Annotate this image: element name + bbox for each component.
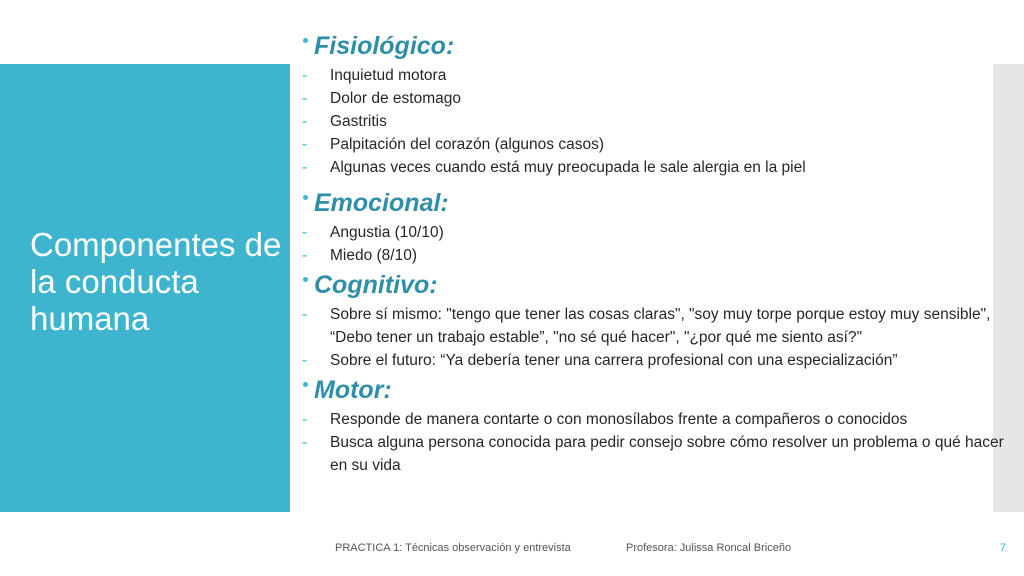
list-item: - Responde de manera contarte o con monosílabos frente a compañeros o conocidos bbox=[302, 411, 908, 428]
bullet-icon bbox=[303, 382, 308, 387]
bullet-icon bbox=[303, 195, 308, 200]
section-heading-text: Fisiológico: bbox=[314, 31, 455, 60]
footer-teacher: Profesora: Julissa Roncal Briceño bbox=[626, 542, 792, 554]
footer-course: PRACTICA 1: Técnicas observación y entrevista bbox=[335, 542, 571, 554]
list-item: - Busca alguna persona conocida para pedir consejo sobre cómo resolver un problema o qué hacer en su vida bbox=[302, 434, 1004, 474]
bullet-icon bbox=[303, 277, 308, 282]
section-heading bbox=[291, 267, 1011, 303]
page-number: 7 bbox=[1000, 542, 1007, 554]
list-item: - Inquietud motora bbox=[302, 67, 447, 84]
list-item: - Angustia (10/10) bbox=[302, 224, 444, 241]
list-item: - Sobre el futuro: “Ya debería tener una carrera profesional con una especialización” bbox=[302, 352, 898, 369]
list-item: - Algunas veces cuando está muy preocupada le sale alergia en la piel bbox=[302, 159, 806, 176]
section-heading-text: Emocional: bbox=[314, 188, 449, 217]
list-item: - Sobre sí mismo: "tengo que tener las cosas claras", "soy muy torpe porque estoy muy sensible", “Debo tener un trabajo estable”, "no sé qué hacer", "¿por qué me siento así?" bbox=[302, 306, 991, 346]
list-item: - Dolor de estomago bbox=[302, 90, 461, 107]
section-heading bbox=[291, 185, 1011, 221]
slide-title: Componentes de la conducta humana bbox=[30, 226, 282, 337]
section-heading bbox=[291, 28, 1011, 64]
content-area bbox=[291, 28, 1011, 477]
section-motor bbox=[291, 372, 1011, 477]
list-item: - Palpitación del corazón (algunos casos) bbox=[302, 136, 604, 153]
section-fisiologico bbox=[291, 28, 1011, 179]
section-emocional bbox=[291, 185, 1011, 267]
section-heading-text: Cognitivo: bbox=[314, 270, 438, 299]
section-cognitivo bbox=[291, 267, 1011, 372]
list-item: - Miedo (8/10) bbox=[302, 247, 418, 264]
section-heading-text: Motor: bbox=[314, 375, 392, 404]
bullet-icon bbox=[303, 38, 308, 43]
section-heading bbox=[291, 372, 1011, 408]
list-item: - Gastritis bbox=[302, 113, 387, 130]
